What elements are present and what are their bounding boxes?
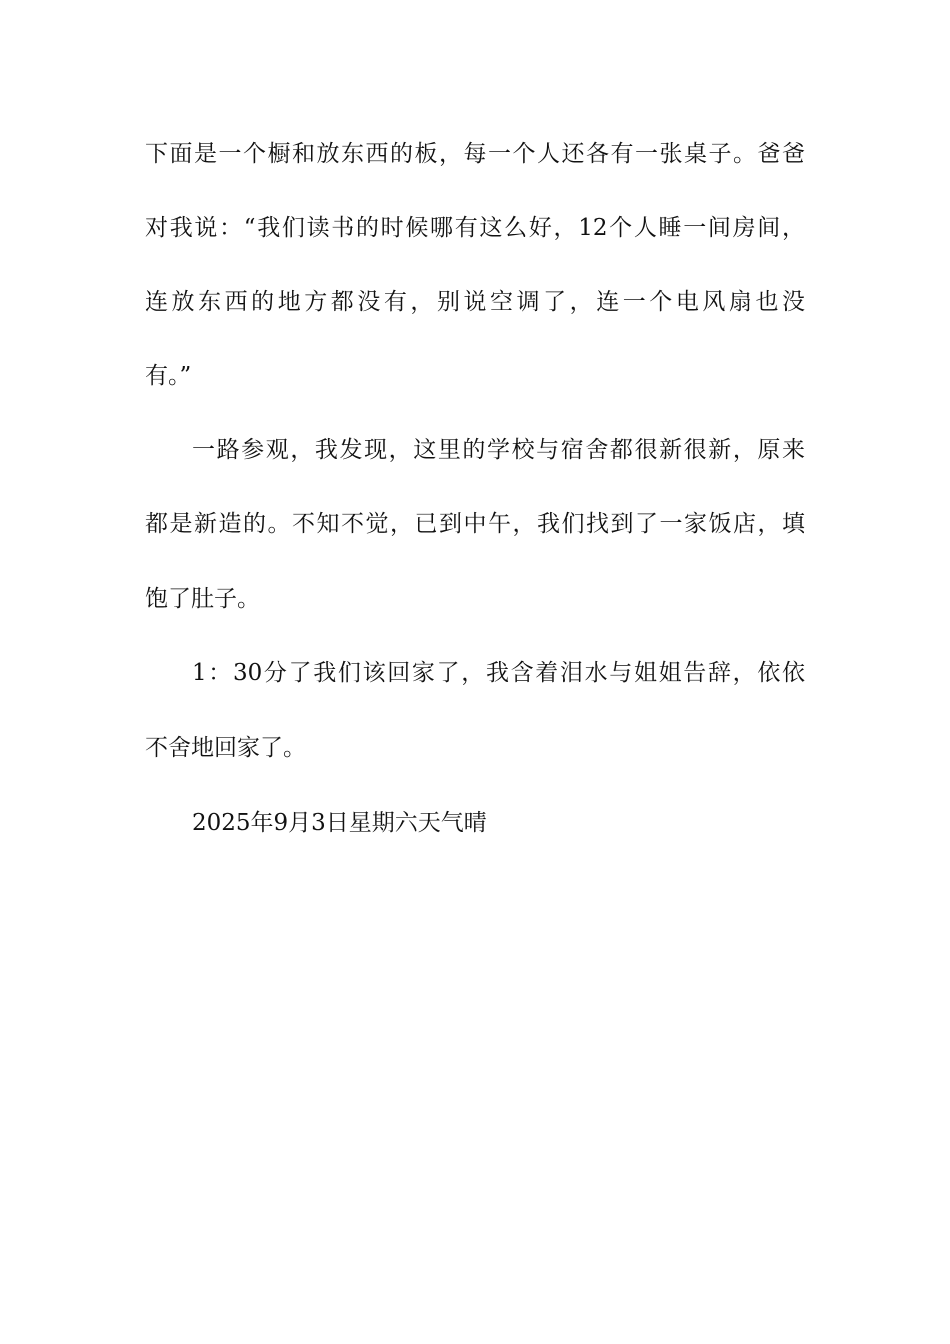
text-line-3: 连放东西的地方都没有，别说空调了，连一个电风扇也没: [145, 289, 805, 315]
text-line-2: 对我说：“我们读书的时候哪有这么好，12个人睡一间房间，: [145, 215, 805, 241]
text-line-5: 一路参观，我发现，这里的学校与宿舍都很新很新，原来: [192, 437, 805, 463]
text-line-1: 下面是一个橱和放东西的板，每一个人还各有一张桌子。爸爸: [145, 141, 805, 167]
text-line-7: 饱了肚子。: [145, 586, 260, 612]
text-line-4: 有。”: [145, 363, 192, 389]
text-line-6: 都是新造的。不知不觉，已到中午，我们找到了一家饭店，填: [145, 511, 805, 537]
text-line-8: 1：30分了我们该回家了，我含着泪水与姐姐告辞，依依: [192, 660, 805, 686]
text-line-9: 不舍地回家了。: [145, 735, 306, 761]
date-weather-line: 2025年9月3日星期六天气晴: [192, 810, 487, 836]
